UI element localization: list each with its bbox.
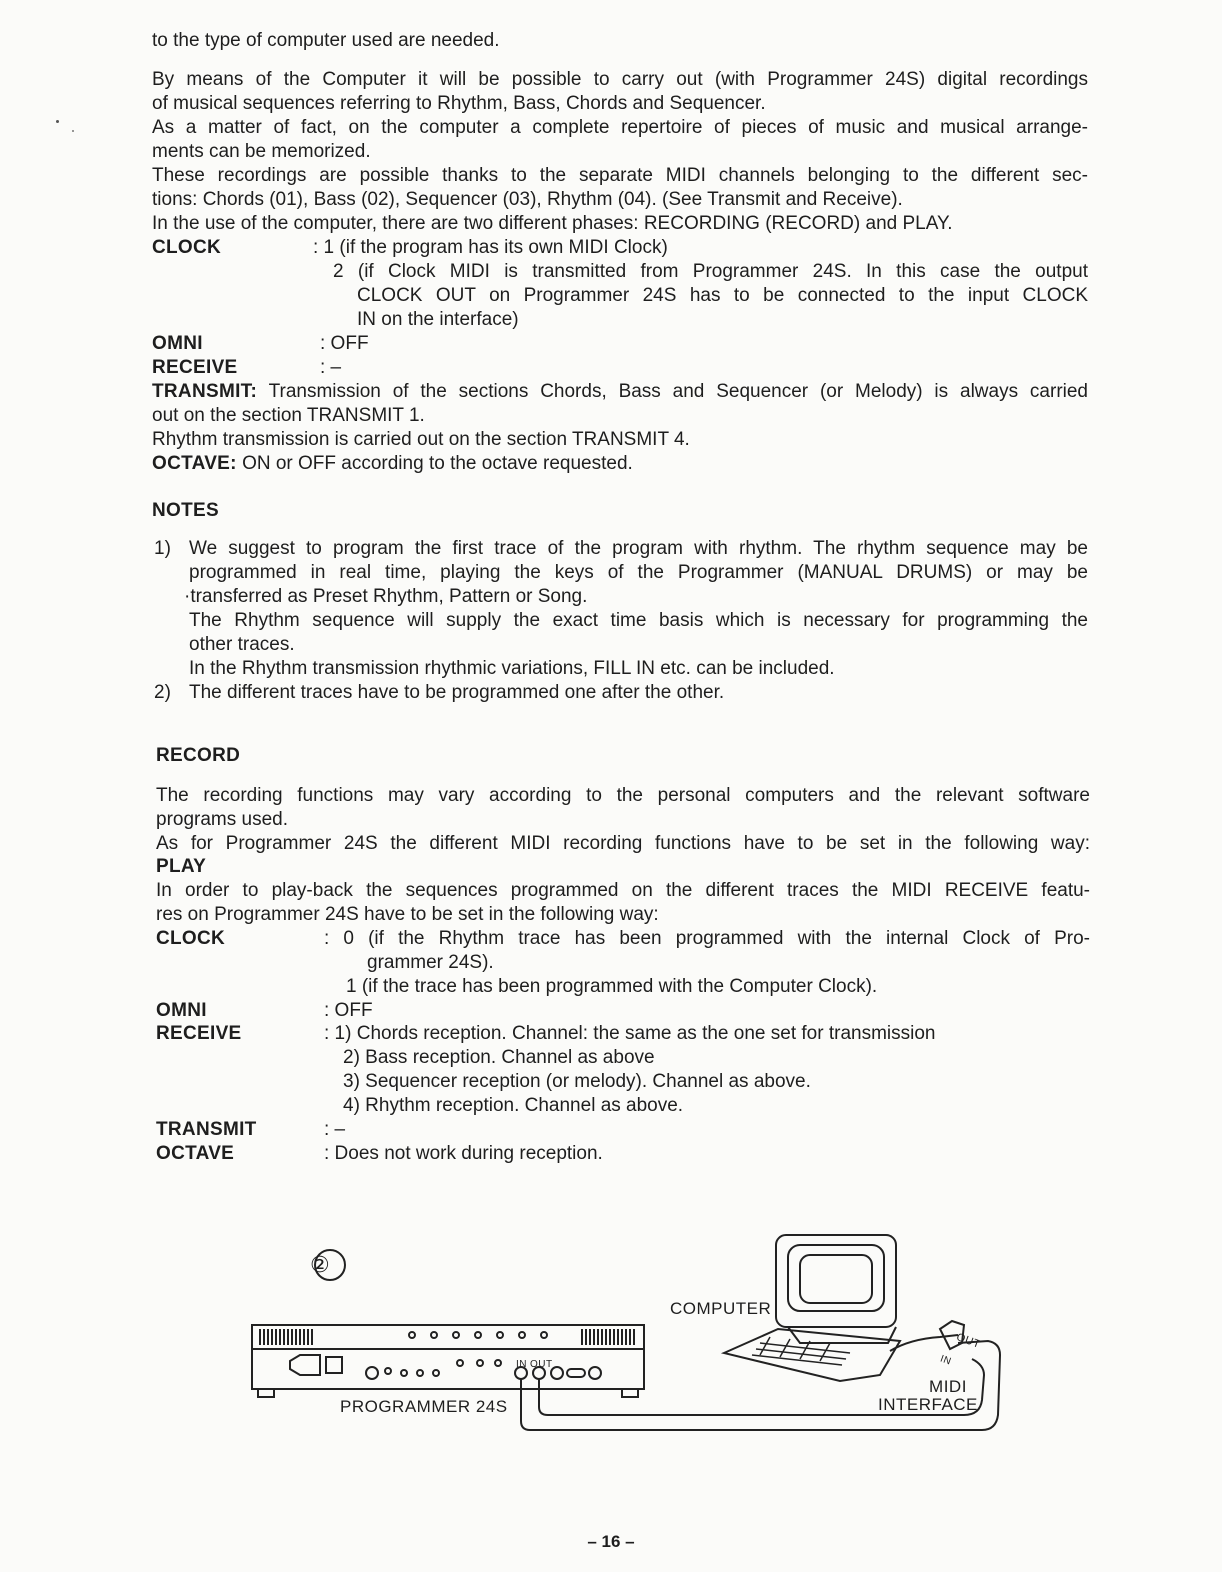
- omni-value: : OFF: [320, 333, 369, 354]
- midi-in-label: IN: [516, 1359, 527, 1370]
- note-1-number: 1): [154, 538, 171, 559]
- record-p1-line2: programs used.: [156, 809, 289, 830]
- computer-screen: [800, 1255, 872, 1303]
- programmer-right-grille: [582, 1329, 634, 1345]
- transmit-line1: [152, 380, 1088, 404]
- note-1-line1: We suggest to program the first trace of the program with rhythm. The rhythm sequence may be: [189, 538, 1088, 559]
- intro-p1-line1: By means of the Computer it will be possible to carry out (with Programmer 24S) digital recordings: [152, 69, 1088, 90]
- connection-diagram: [240, 1225, 1020, 1445]
- intro-p2-line1: As a matter of fact, on the computer a complete repertoire of pieces of music and musical arrange-: [152, 117, 1088, 138]
- note-1-line2: programmed in real time, playing the keys of the Programmer (MANUAL DRUMS) or may be: [189, 562, 1088, 583]
- page-number: – 16 –: [587, 1532, 635, 1551]
- play-p1-line2: res on Programmer 24S have to be set in the following way:: [156, 904, 659, 925]
- programmer-left-grille: [260, 1329, 312, 1345]
- play-octave-value: : Does not work during reception.: [324, 1143, 603, 1164]
- transmit-text: Transmission of the sections Chords, Bass and Sequencer (or Melody) is always carried: [268, 381, 1088, 402]
- record-p2: As for Programmer 24S the different MIDI recording functions have to be set in the following way:: [156, 833, 1090, 854]
- octave-text: ON or OFF according to the octave requested.: [242, 453, 633, 474]
- programmer-jack-4: [589, 1367, 601, 1379]
- programmer-switch: [326, 1357, 342, 1373]
- programmer-small-knobs: [385, 1360, 501, 1376]
- computer-label: COMPUTER: [670, 1299, 772, 1318]
- play-clock-label: CLOCK: [156, 928, 226, 949]
- transmit-label: TRANSMIT:: [152, 381, 258, 402]
- play-clock-0-line2: grammer 24S).: [367, 952, 494, 973]
- intro-p1-line2: of musical sequences referring to Rhythm, Bass, Chords and Sequencer.: [152, 93, 766, 114]
- play-receive-item-3: 3) Sequencer reception (or melody). Channel as above.: [343, 1071, 811, 1092]
- clock-value-1: : 1 (if the program has its own MIDI Clock): [313, 237, 668, 258]
- clock-value-2-line2: CLOCK OUT on Programmer 24S has to be connected to the input CLOCK: [357, 285, 1088, 306]
- play-heading: PLAY: [156, 856, 207, 877]
- clock-value-2-line3: IN on the interface): [357, 309, 519, 330]
- play-transmit-label: TRANSMIT: [156, 1119, 257, 1140]
- midi-out-label: OUT: [530, 1359, 553, 1370]
- programmer-knob-large: [366, 1367, 378, 1379]
- play-receive-item-4: 4) Rhythm reception. Channel as above.: [343, 1095, 684, 1116]
- midi-interface-label-2: INTERFACE: [878, 1395, 978, 1414]
- interface-in-label: IN: [938, 1353, 953, 1368]
- play-p1-line1: In order to play-back the sequences programmed on the different traces the MIDI RECEIVE featu-: [156, 880, 1090, 901]
- scan-speck: [72, 130, 74, 132]
- programmer-connector: [567, 1369, 585, 1377]
- intro-p3-line1: These recordings are possible thanks to the separate MIDI channels belonging to the different sec-: [152, 165, 1088, 186]
- omni-label: OMNI: [152, 333, 203, 354]
- intro-p2-line2: ments can be memorized.: [152, 141, 371, 162]
- play-clock-1: 1 (if the trace has been programmed with the Computer Clock).: [346, 976, 878, 997]
- note-2-text: The different traces have to be programmed one after the other.: [189, 682, 725, 703]
- record-p1-line1: The recording functions may vary according to the personal computers and the relevant software: [156, 785, 1090, 806]
- programmer-cartridge-slot: [290, 1355, 320, 1375]
- play-receive-label: RECEIVE: [156, 1023, 242, 1044]
- receive-value: : –: [320, 357, 342, 378]
- play-omni-value: : OFF: [324, 1000, 373, 1021]
- intro-p4: In the use of the computer, there are two different phases: RECORDING (RECORD) and PLAY.: [152, 213, 953, 234]
- record-heading: RECORD: [156, 745, 241, 766]
- intro-p3-line2: tions: Chords (01), Bass (02), Sequencer (03), Rhythm (04). (See Transmit and Receive).: [152, 189, 903, 210]
- programmer-jack-3: [551, 1367, 563, 1379]
- scan-speck: [56, 120, 59, 123]
- octave-line: [152, 452, 633, 476]
- programmer-foot-right: [622, 1389, 638, 1397]
- programmer-label: PROGRAMMER 24S: [340, 1397, 508, 1416]
- transmit-line2: out on the section TRANSMIT 1.: [152, 405, 425, 426]
- note-1-line5: other traces.: [189, 634, 295, 655]
- play-transmit-value: : –: [324, 1119, 346, 1140]
- interface-out-label: OUT: [954, 1331, 983, 1351]
- play-octave-label: OCTAVE: [156, 1143, 235, 1164]
- note-1-line4: The Rhythm sequence will supply the exact time basis which is necessary for programming the: [189, 610, 1088, 631]
- midi-interface-label-1: MIDI: [929, 1377, 967, 1396]
- play-omni-label: OMNI: [156, 1000, 207, 1021]
- computer-keys: [752, 1337, 850, 1365]
- octave-label: OCTAVE:: [152, 453, 237, 474]
- figure-number: ②: [310, 1252, 331, 1277]
- rhythm-transmission-line: Rhythm transmission is carried out on the section TRANSMIT 4.: [152, 429, 690, 450]
- note-1-line6: In the Rhythm transmission rhythmic variations, FILL IN etc. can be included.: [189, 658, 835, 679]
- note-1-line3: ·transferred as Preset Rhythm, Pattern or Song.: [184, 586, 588, 607]
- notes-heading: NOTES: [152, 500, 219, 521]
- programmer-top-knobs: [409, 1332, 547, 1338]
- receive-label: RECEIVE: [152, 357, 238, 378]
- cut-off-line: to the type of computer used are needed.: [152, 30, 500, 51]
- play-clock-0-line1: : 0 (if the Rhythm trace has been programmed with the internal Clock of Pro-: [324, 928, 1090, 949]
- play-receive-item-2: 2) Bass reception. Channel as above: [343, 1047, 655, 1068]
- note-2-number: 2): [154, 682, 171, 703]
- computer-monitor: [776, 1235, 896, 1327]
- play-receive-item-1: : 1) Chords reception. Channel: the same as the one set for transmission: [324, 1023, 936, 1044]
- clock-value-2-line1: 2 (if Clock MIDI is transmitted from Programmer 24S. In this case the output: [333, 261, 1088, 282]
- programmer-foot-left: [258, 1389, 274, 1397]
- clock-label: CLOCK: [152, 237, 222, 258]
